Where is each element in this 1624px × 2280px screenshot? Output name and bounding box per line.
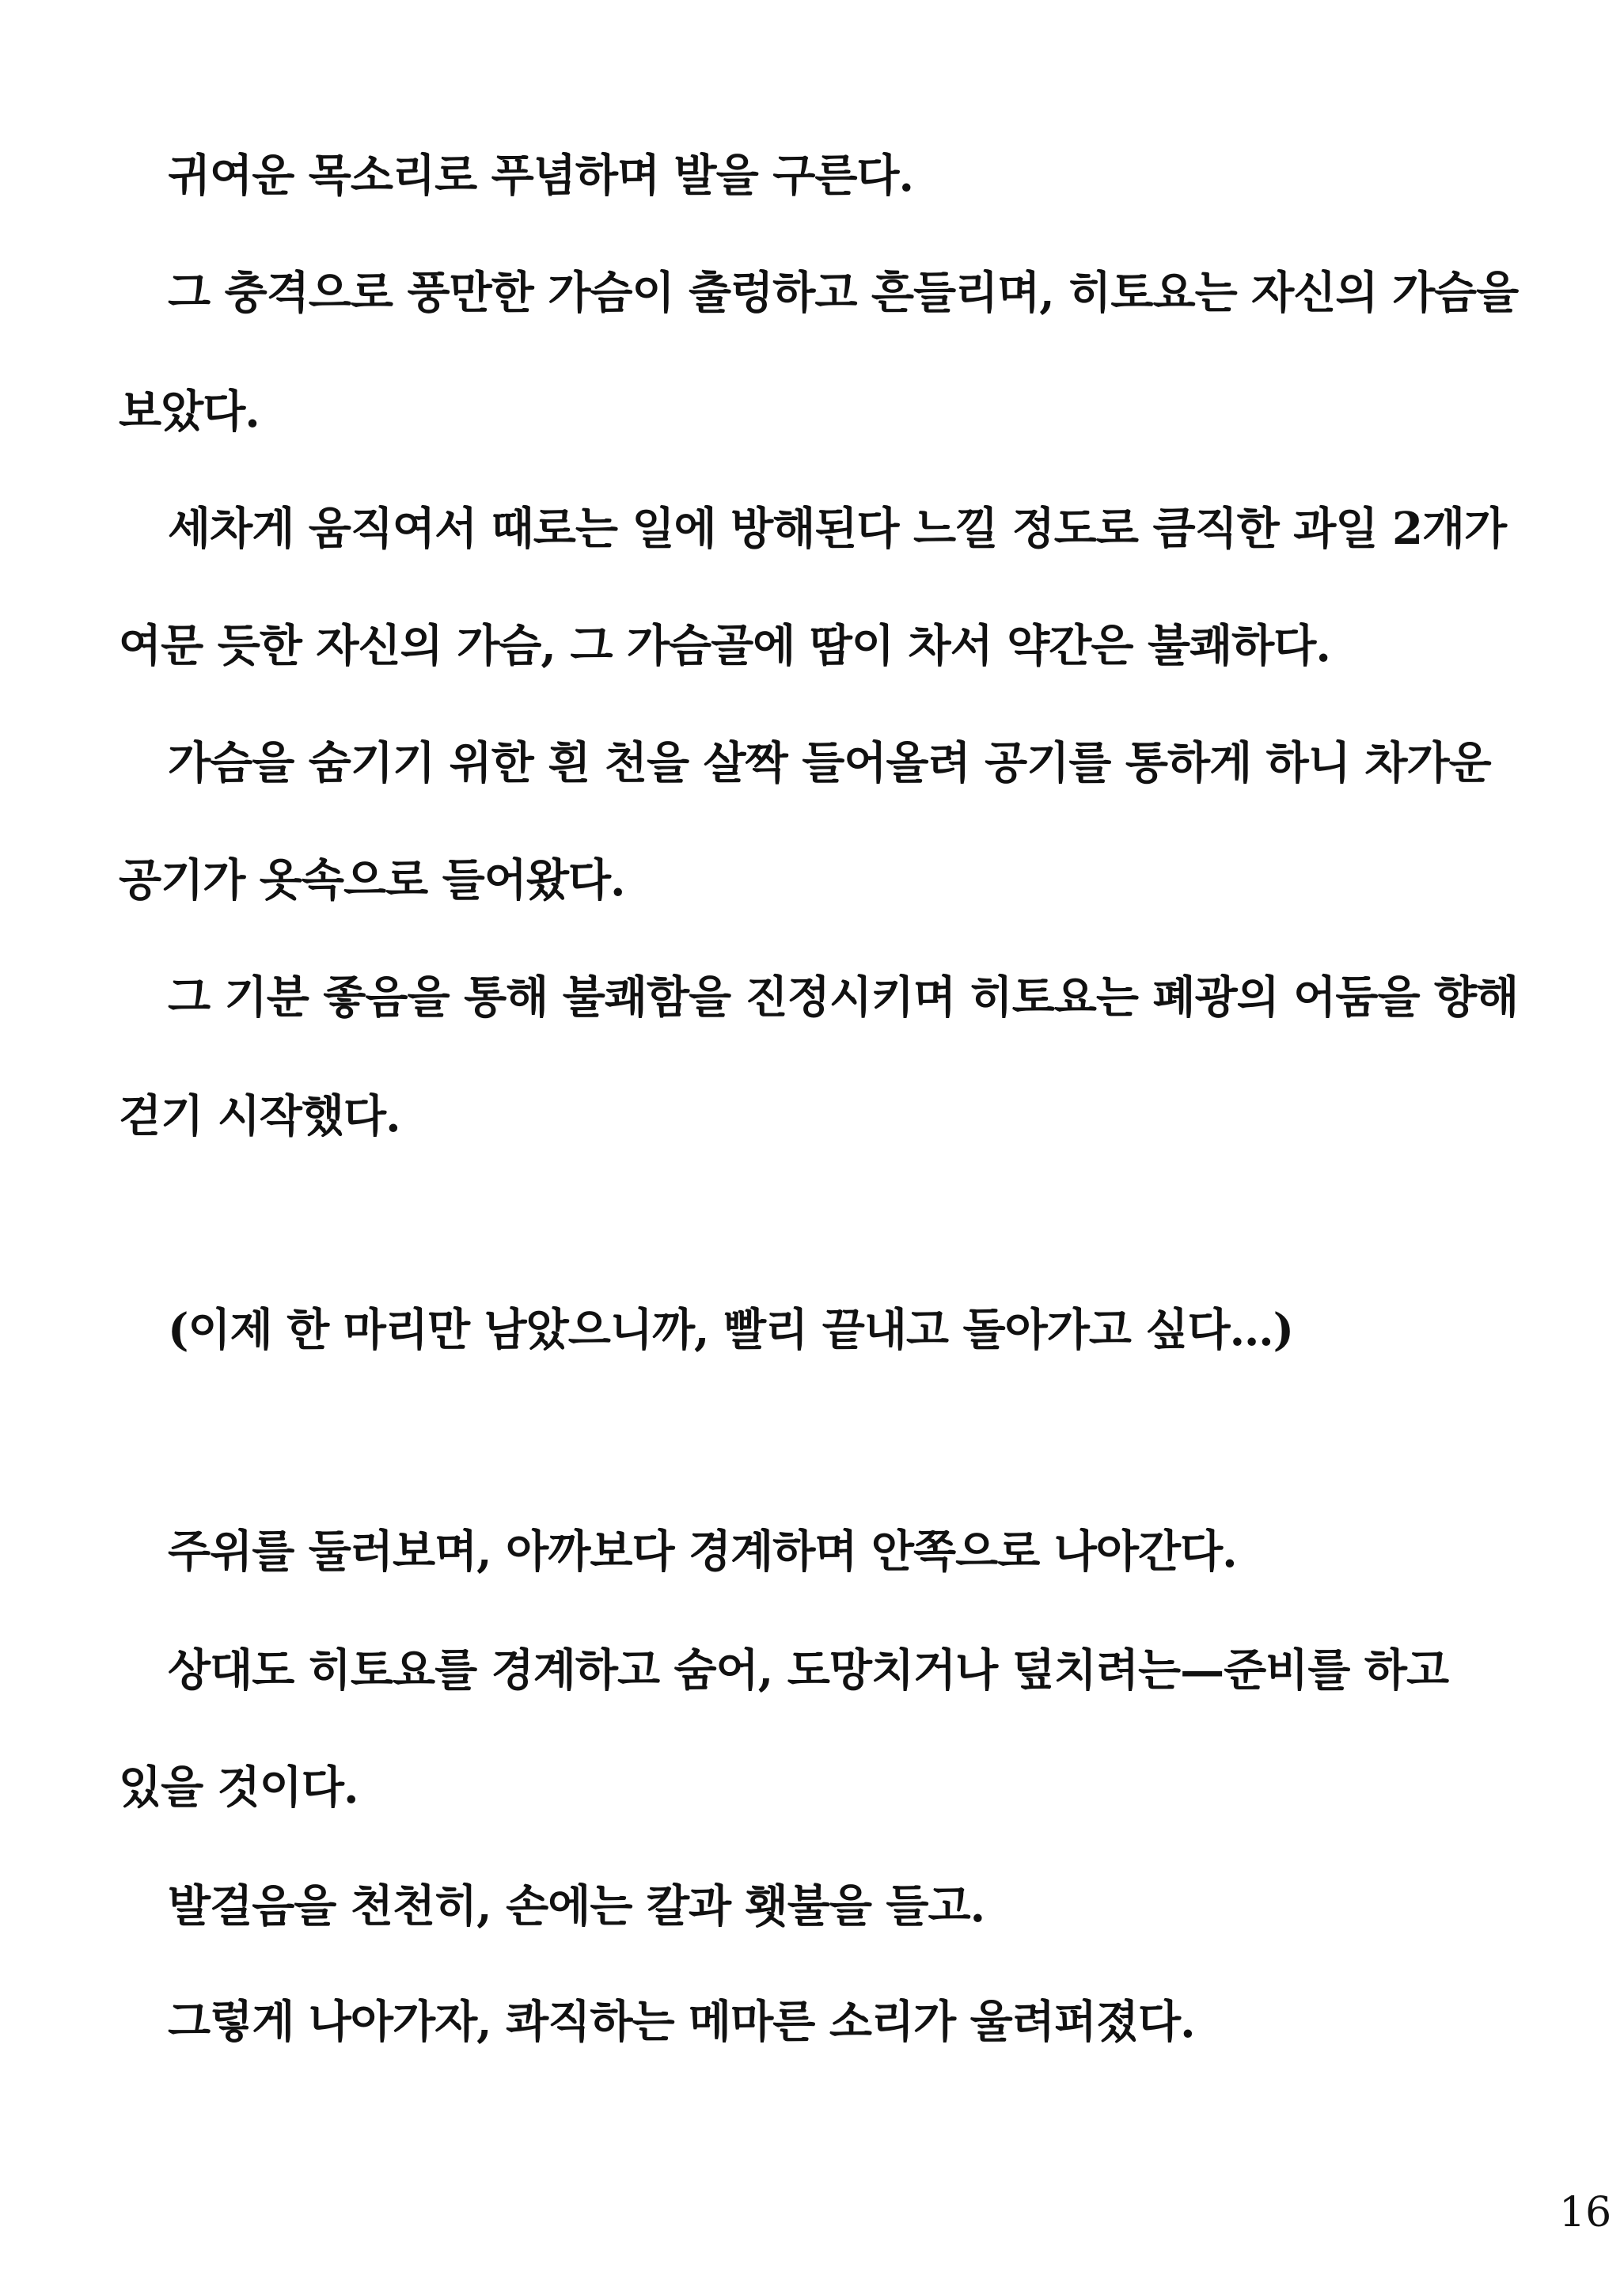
text-line-13: 있을 것이다.	[119, 1761, 359, 1814]
text-line-2: 그 충격으로 풍만한 가슴이 출렁하고 흔들리며, 히토요는 자신의 가슴을	[168, 267, 1519, 319]
text-line-4: 세차게 움직여서 때로는 일에 방해된다 느낄 정도로 큼직한 과일 2개가	[168, 503, 1507, 555]
page-number: 16	[1559, 2189, 1612, 2236]
text-line-12: 상대도 히토요를 경계하고 숨어, 도망치거나 덮치려는—준비를 하고	[168, 1644, 1449, 1697]
text-line-6: 가슴을 숨기기 위한 흰 천을 살짝 들어올려 공기를 통하게 하니 차가운	[168, 737, 1491, 789]
text-line-1: 귀여운 목소리로 푸념하며 발을 구른다.	[168, 150, 914, 202]
text-line-14: 발걸음을 천천히, 손에는 칼과 횃불을 들고.	[168, 1880, 985, 1932]
text-line-5: 여문 듯한 자신의 가슴, 그 가슴골에 땀이 차서 약간은 불쾌하다.	[119, 620, 1330, 672]
text-line-15: 그렇게 나아가자, 콰직하는 메마른 소리가 울려퍼졌다.	[168, 1996, 1195, 2048]
text-line-7: 공기가 옷속으로 들어왔다.	[119, 854, 625, 906]
text-line-11: 주위를 둘러보며, 아까보다 경계하며 안쪽으로 나아간다.	[168, 1526, 1237, 1578]
text-line-3: 보았다.	[119, 386, 260, 438]
text-line-9: 걷기 시작했다.	[119, 1090, 400, 1142]
text-line-8: 그 기분 좋음을 통해 불쾌함을 진정시키며 히토요는 폐광의 어둠을 향해	[168, 971, 1519, 1024]
text-line-10: (이제 한 마리만 남았으니까, 빨리 끝내고 돌아가고 싶다…)	[168, 1304, 1294, 1356]
